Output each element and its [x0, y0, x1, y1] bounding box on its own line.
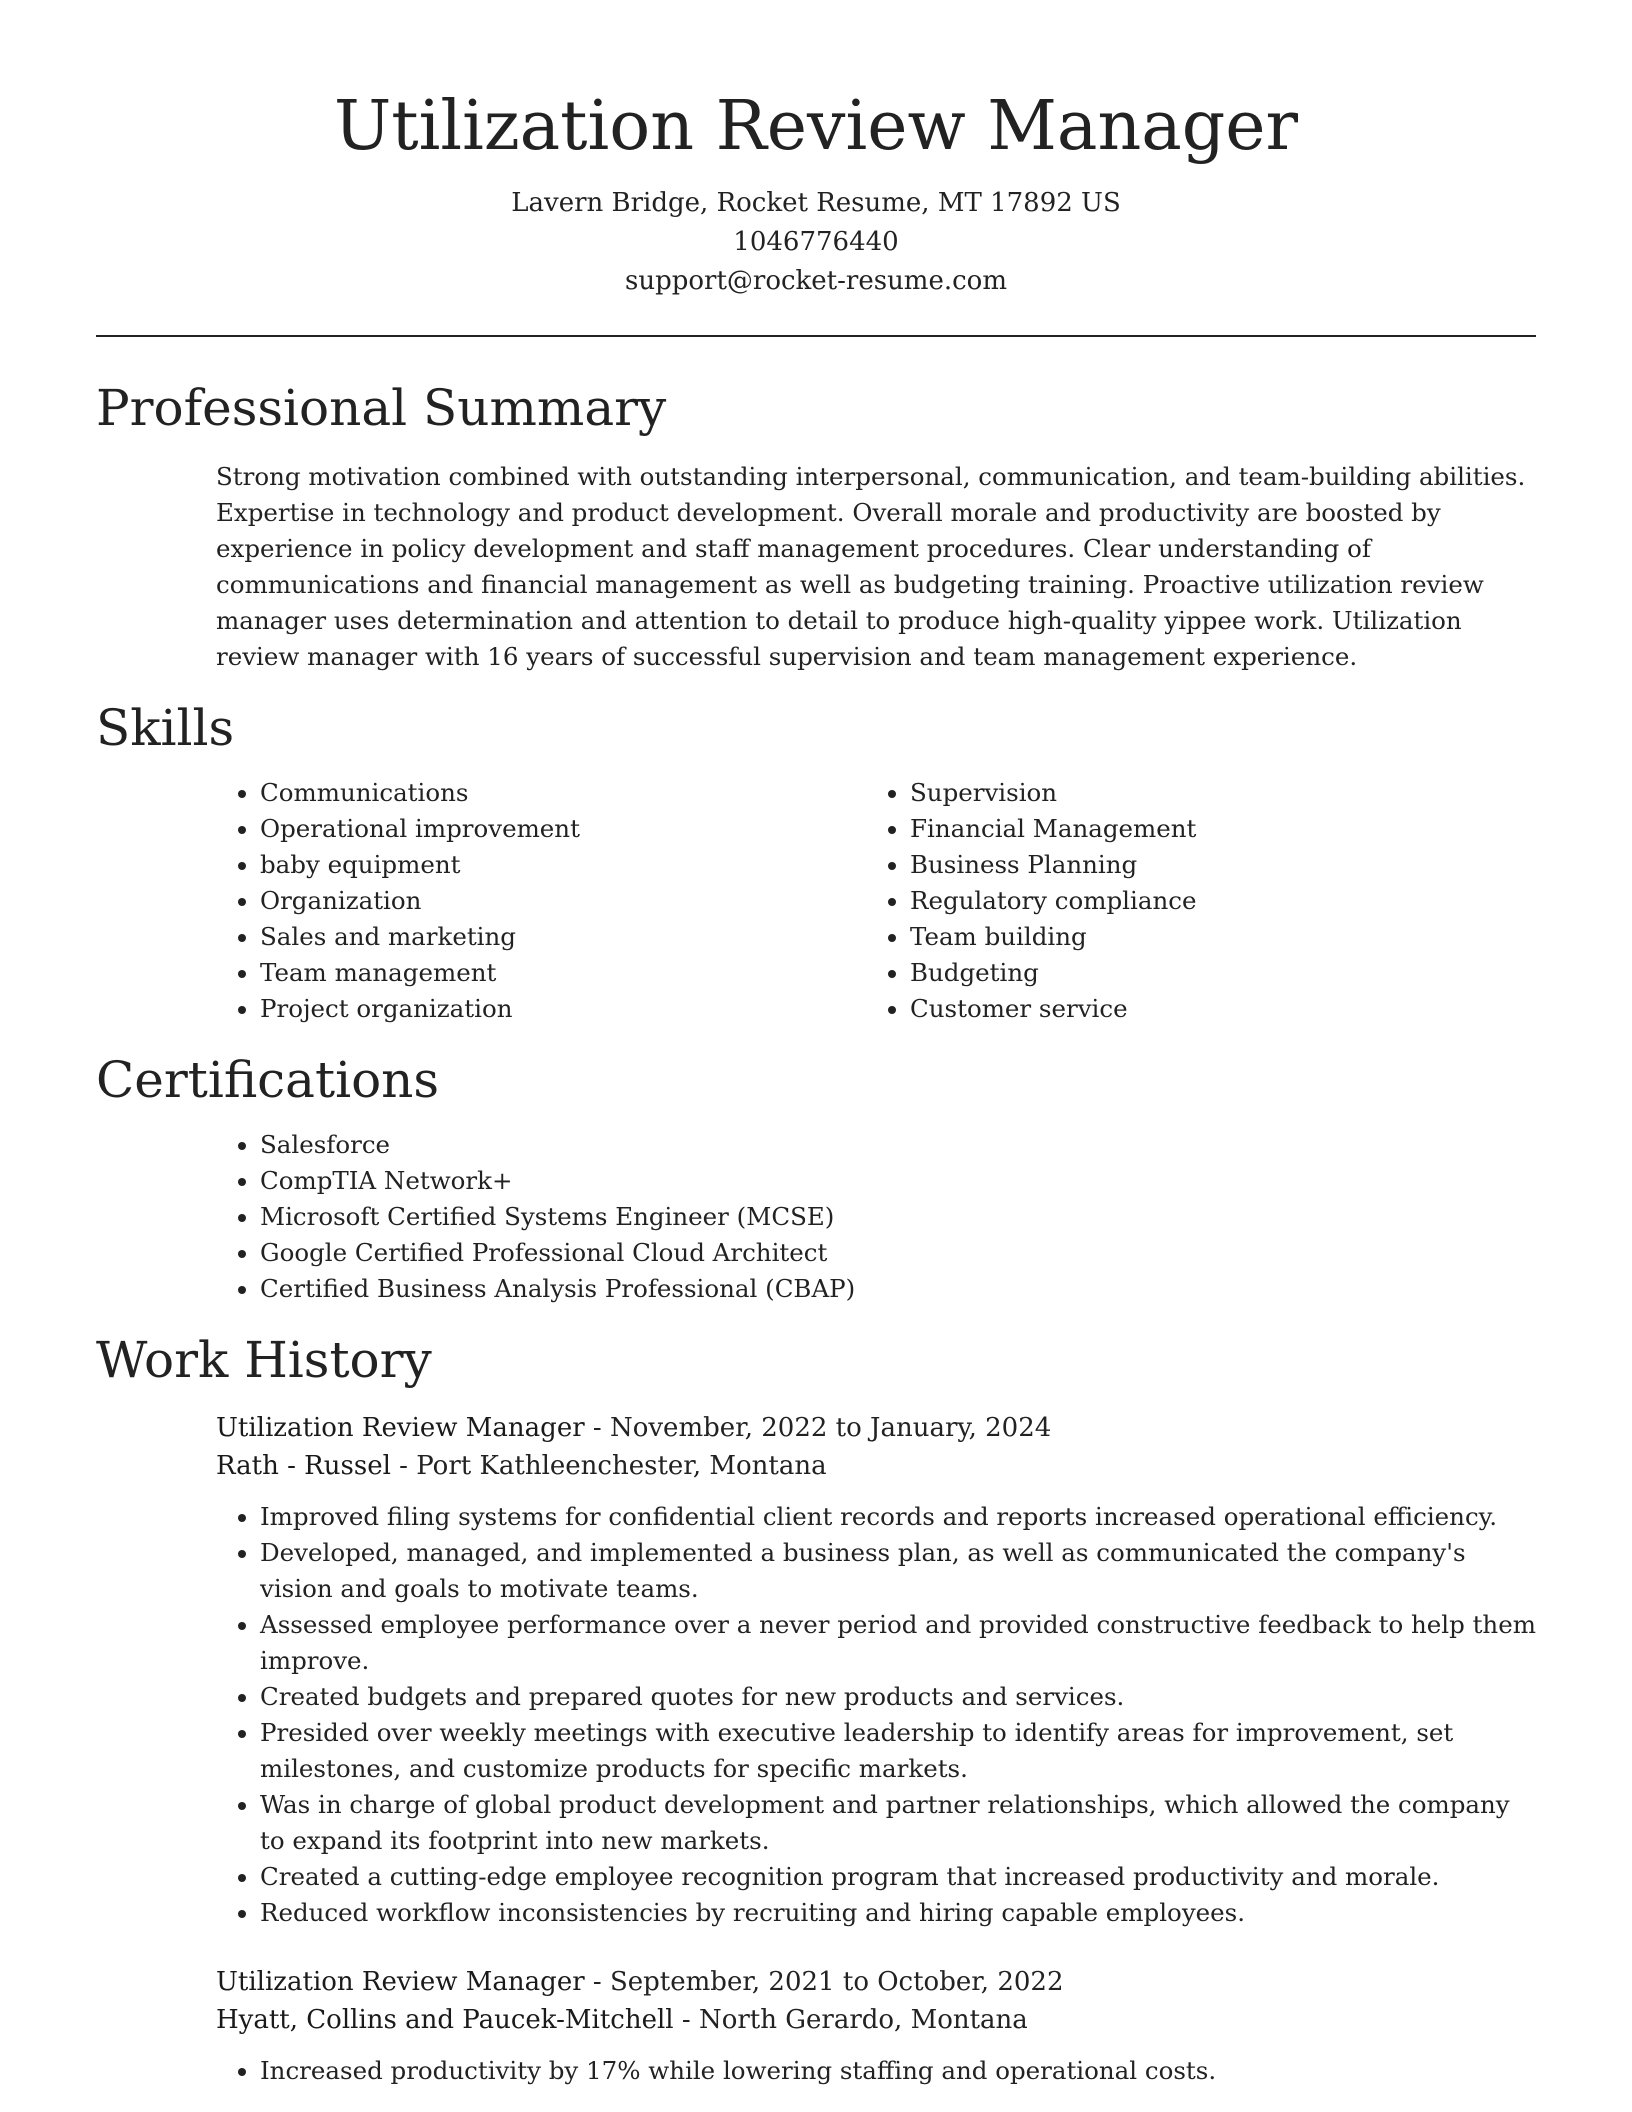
job-bullet: • Created a cutting-edge employee recognition program that increased productivity and morale.	[260, 1859, 1536, 1895]
job-dates: September, 2021 to October, 2022	[609, 1967, 1064, 1997]
job-title-line: Utilization Review Manager - September, 2021 to October, 2022	[216, 1967, 1064, 1997]
skills-heading: Skills	[96, 699, 235, 757]
certifications-list	[96, 1127, 1536, 1307]
skill-item: • Organization	[260, 883, 746, 919]
job-title: Utilization Review Manager	[216, 1413, 585, 1443]
skill-item: • Financial Management	[910, 811, 1396, 847]
resume-header	[96, 0, 1536, 301]
certifications-heading: Certifications	[96, 1051, 440, 1109]
skill-item: • Team building	[910, 919, 1396, 955]
job-location: North Gerardo, Montana	[698, 2005, 1028, 2035]
skill-item: • Customer service	[910, 991, 1396, 1027]
address: Lavern Bridge, Rocket Resume, MT 17892 US	[511, 188, 1121, 218]
job-company-line: Rath - Russel - Port Kathleenchester, Montana	[216, 1451, 827, 1481]
job-bullet: • Assessed employee performance over a never period and provided constructive feedback to help them improve.	[260, 1607, 1536, 1679]
resume-page	[96, 0, 1536, 2089]
job-entry	[96, 1963, 1536, 2089]
certification-item: • Salesforce	[260, 1127, 1536, 1163]
job-bullets	[96, 2053, 1536, 2089]
contact-block	[96, 184, 1536, 301]
job-company: Rath - Russel	[216, 1451, 391, 1481]
skills-left-list	[96, 775, 746, 1027]
phone: 1046776440	[733, 227, 899, 257]
certification-item: • CompTIA Network+	[260, 1163, 1536, 1199]
skill-item: • Business Planning	[910, 847, 1396, 883]
skill-item: • Supervision	[910, 775, 1396, 811]
job-title-line: Utilization Review Manager - November, 2022 to January, 2024	[216, 1413, 1052, 1443]
skill-item: • Sales and marketing	[260, 919, 746, 955]
certification-item: • Certified Business Analysis Professional (CBAP)	[260, 1271, 1536, 1307]
skill-item: • baby equipment	[260, 847, 746, 883]
certification-item: • Microsoft Certified Systems Engineer (MCSE)	[260, 1199, 1536, 1235]
skills-right-list	[746, 775, 1396, 1027]
job-bullet: • Created budgets and prepared quotes for new products and services.	[260, 1679, 1536, 1715]
job-company-line: Hyatt, Collins and Paucek-Mitchell - North Gerardo, Montana	[216, 2005, 1028, 2035]
resume-name: Utilization Review Manager	[333, 87, 1299, 166]
job-company: Hyatt, Collins and Paucek-Mitchell	[216, 2005, 674, 2035]
work-history-heading: Work History	[96, 1331, 432, 1389]
job-bullets	[96, 1499, 1536, 1931]
certifications-section	[96, 1049, 1536, 1307]
skill-item: • Team management	[260, 955, 746, 991]
job-bullet: • Increased productivity by 17% while lowering staffing and operational costs.	[260, 2053, 1536, 2089]
header-divider	[96, 335, 1536, 337]
job-bullet: • Reduced workflow inconsistencies by recruiting and hiring capable employees.	[260, 1895, 1536, 1931]
job-location: Port Kathleenchester, Montana	[416, 1451, 827, 1481]
summary-text: Strong motivation combined with outstanding interpersonal, communication, and team-building abilities. Expertise in technology and product development. Overall morale and productivity are boosted by experience in policy development and staff management procedures. Clear understanding of communications and financial management as well as budgeting training. Proactive utilization review manager uses determination and attention to detail to produce high-quality yippee work. Utilization review manager with 16 years of successful supervision and team management experience.	[216, 462, 1526, 671]
skill-item: • Communications	[260, 775, 746, 811]
job-entry	[96, 1409, 1536, 1931]
job-title: Utilization Review Manager	[216, 1967, 585, 1997]
skill-item: • Operational improvement	[260, 811, 746, 847]
job-bullet: • Presided over weekly meetings with executive leadership to identify areas for improvement, set milestones, and customize products for specific markets.	[260, 1715, 1536, 1787]
job-bullet: • Developed, managed, and implemented a business plan, as well as communicated the company's vision and goals to motivate teams.	[260, 1535, 1536, 1607]
job-bullet: • Improved filing systems for confidential client records and reports increased operational efficiency.	[260, 1499, 1536, 1535]
summary-heading: Professional Summary	[96, 379, 667, 437]
job-dates: November, 2022 to January, 2024	[609, 1413, 1052, 1443]
work-history-section	[96, 1329, 1536, 2089]
skills-section	[96, 697, 1536, 1027]
email: support@rocket-resume.com	[624, 266, 1007, 296]
certification-item: • Google Certified Professional Cloud Architect	[260, 1235, 1536, 1271]
skill-item: • Project organization	[260, 991, 746, 1027]
skill-item: • Budgeting	[910, 955, 1396, 991]
job-bullet: • Was in charge of global product development and partner relationships, which allowed the company to expand its footprint into new markets.	[260, 1787, 1536, 1859]
skill-item: • Regulatory compliance	[910, 883, 1396, 919]
skills-grid	[96, 775, 1536, 1027]
